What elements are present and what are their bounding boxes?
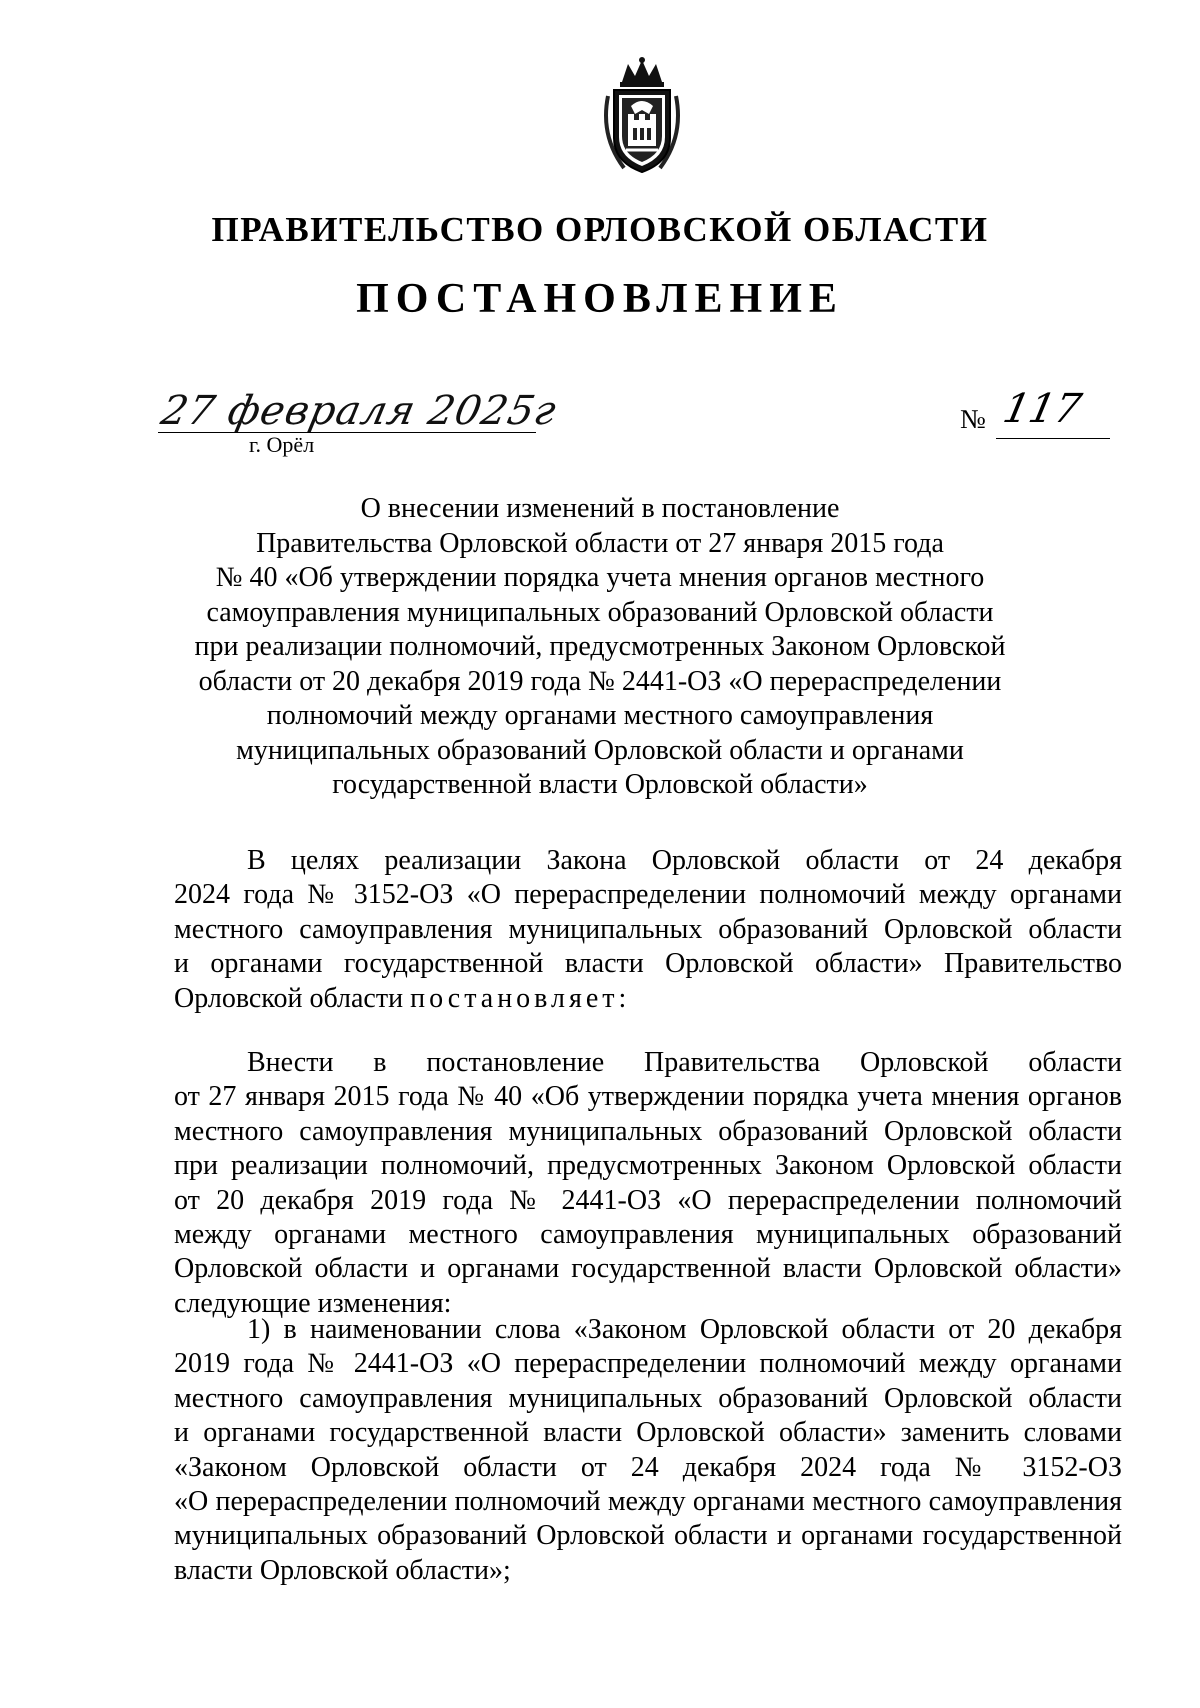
paragraph-line: при реализации полномочий, предусмотренных Законом Орловской области — [174, 1150, 1122, 1182]
government-name: ПРАВИТЕЛЬСТВО ОРЛОВСКОЙ ОБЛАСТИ — [211, 210, 989, 249]
subject-line: О внесении изменений в постановление — [360, 493, 840, 524]
paragraph-line: власти Орловской области»; — [174, 1554, 511, 1586]
paragraph-line: Внести в постановление Правительства Орловской области — [247, 1047, 1122, 1078]
paragraph-line: 1) в наименовании слова «Законом Орловской области от 20 декабря — [247, 1314, 1122, 1345]
paragraph-line: от 27 января 2015 года № 40 «Об утверждении порядка учета мнения органов — [174, 1081, 1122, 1113]
paragraph-line: муниципальных образований Орловской области и органами государственной — [174, 1520, 1122, 1552]
date-underline — [158, 432, 536, 433]
document-type-title: ПОСТАНОВЛЕНИЕ — [356, 276, 844, 322]
preamble-paragraph — [174, 844, 1122, 1016]
subject-line: государственной власти Орловской области» — [332, 769, 868, 800]
preamble-end-text: Орловской области — [174, 982, 411, 1014]
document-subject — [150, 492, 1050, 803]
city-label: г. Орёл — [249, 432, 315, 457]
subject-line: области от 20 декабря 2019 года № 2441-ОЗ «О перераспределении — [198, 665, 1002, 697]
paragraph-line: местного самоуправления муниципальных образований Орловской области — [174, 913, 1122, 945]
subject-line: при реализации полномочий, предусмотренных Законом Орловской — [194, 631, 1006, 662]
paragraph-line: и органами государственной власти Орловской области» заменить словами — [174, 1417, 1122, 1449]
paragraph-line: следующие изменения: — [174, 1287, 452, 1319]
list-item-1 — [174, 1313, 1122, 1588]
paragraph-line: местного самоуправления муниципальных образований Орловской области — [174, 1115, 1122, 1147]
subject-line: самоуправления муниципальных образований Орловской области — [206, 596, 994, 628]
subject-line: муниципальных образований Орловской области и органами — [236, 734, 964, 766]
paragraph-line: между органами местного самоуправления муниципальных образований — [174, 1218, 1122, 1250]
paragraph-line: 2019 года № 2441-ОЗ «О перераспределении полномочий между органами — [174, 1348, 1122, 1380]
paragraph-line: от 20 декабря 2019 года № 2441-ОЗ «О перераспределении полномочий — [174, 1184, 1122, 1216]
paragraph-line: «Законом Орловской области от 24 декабря 2024 года № 3152-ОЗ — [174, 1451, 1122, 1483]
subject-line: полномочий между органами местного самоуправления — [266, 700, 934, 731]
handwritten-number: 117 — [999, 386, 1086, 432]
paragraph-line: местного самоуправления муниципальных образований Орловской области — [174, 1382, 1122, 1414]
number-underline — [996, 438, 1110, 439]
paragraph-line: Орловской области и органами государственной власти Орловской области» — [174, 1253, 1122, 1285]
main-paragraph — [174, 1046, 1122, 1321]
paragraph-line: 2024 года № 3152-ОЗ «О перераспределении полномочий между органами — [174, 879, 1122, 911]
paragraph-line: В целях реализации Закона Орловской области от 24 декабря — [247, 845, 1122, 876]
paragraph-line — [174, 982, 1122, 1016]
paragraph-line: и органами государственной власти Орловской области» Правительство — [174, 948, 1122, 980]
decree-word: постановляет: — [410, 982, 631, 1014]
paragraph-line: «О перераспределении полномочий между органами местного самоуправления — [174, 1485, 1122, 1517]
subject-line: № 40 «Об утверждении порядка учета мнения органов местного — [215, 562, 985, 593]
subject-line: Правительства Орловской области от 27 января 2015 года — [256, 527, 944, 559]
orel-oblast-coat-of-arms-icon — [598, 56, 686, 176]
number-label: № — [960, 404, 986, 434]
handwritten-date: 27 февраля 2025г — [157, 388, 561, 434]
